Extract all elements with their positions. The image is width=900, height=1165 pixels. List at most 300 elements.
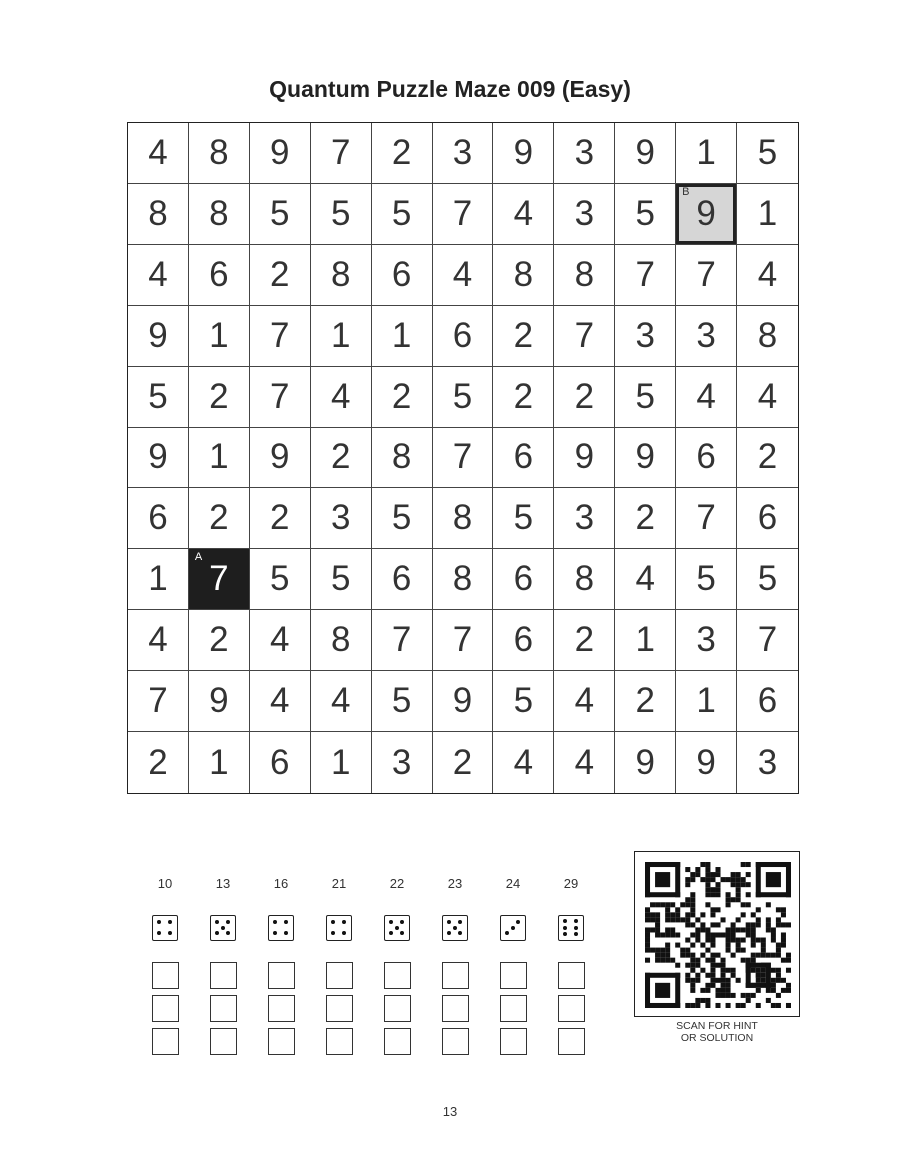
cell-value: 5 bbox=[513, 681, 534, 721]
die-pip bbox=[284, 920, 288, 924]
maze-cell[interactable] bbox=[250, 732, 311, 793]
cell-value: 3 bbox=[635, 315, 655, 355]
maze-cell[interactable] bbox=[737, 367, 798, 428]
answer-box[interactable] bbox=[558, 962, 585, 989]
maze-cell-end[interactable] bbox=[676, 184, 737, 245]
cell-value: 6 bbox=[452, 315, 473, 355]
cell-value: 2 bbox=[330, 437, 351, 477]
maze-cell[interactable] bbox=[554, 428, 615, 489]
maze-cell[interactable] bbox=[493, 367, 554, 428]
maze-cell[interactable] bbox=[493, 488, 554, 549]
die-pip bbox=[157, 931, 161, 935]
cell-value: 3 bbox=[574, 193, 595, 233]
maze-cell[interactable] bbox=[615, 732, 676, 793]
maze-cell[interactable] bbox=[372, 184, 433, 245]
maze-cell[interactable] bbox=[128, 367, 189, 428]
maze-cell[interactable] bbox=[615, 488, 676, 549]
maze-cell[interactable] bbox=[128, 488, 189, 549]
maze-cell[interactable] bbox=[128, 123, 189, 184]
maze-cell[interactable] bbox=[128, 428, 189, 489]
maze-cell[interactable] bbox=[615, 367, 676, 428]
maze-cell[interactable] bbox=[554, 671, 615, 732]
answer-box[interactable] bbox=[384, 995, 411, 1022]
die-pip bbox=[505, 931, 509, 935]
maze-cell[interactable] bbox=[189, 123, 250, 184]
maze-cell[interactable] bbox=[372, 306, 433, 367]
maze-cell[interactable] bbox=[372, 245, 433, 306]
maze-cell[interactable] bbox=[737, 549, 798, 610]
maze-cell[interactable] bbox=[250, 610, 311, 671]
target-sum-label: 16 bbox=[273, 876, 289, 891]
maze-cell[interactable] bbox=[493, 671, 554, 732]
maze-cell[interactable] bbox=[493, 306, 554, 367]
maze-cell[interactable] bbox=[372, 488, 433, 549]
answer-box[interactable] bbox=[152, 1028, 179, 1055]
cell-value: 7 bbox=[330, 132, 351, 172]
cell-value: 2 bbox=[574, 376, 595, 416]
qr-code-icon bbox=[645, 862, 791, 1008]
die-icon bbox=[210, 915, 236, 941]
cell-value: 3 bbox=[330, 498, 351, 538]
maze-cell[interactable] bbox=[372, 123, 433, 184]
die-pip bbox=[215, 920, 219, 924]
die-pip bbox=[574, 919, 578, 923]
maze-cell[interactable] bbox=[615, 671, 676, 732]
cell-value: 7 bbox=[391, 620, 412, 660]
target-sum-label: 13 bbox=[215, 876, 231, 891]
answer-box[interactable] bbox=[442, 995, 469, 1022]
cell-value: 8 bbox=[330, 620, 351, 660]
cell-value: 5 bbox=[757, 559, 778, 599]
maze-cell[interactable] bbox=[128, 732, 189, 793]
maze-grid bbox=[127, 122, 799, 794]
cell-value: 5 bbox=[330, 559, 351, 599]
maze-cell[interactable] bbox=[493, 123, 554, 184]
cell-value: 5 bbox=[635, 193, 655, 233]
cell-value: 7 bbox=[452, 193, 473, 233]
answer-box[interactable] bbox=[210, 1028, 237, 1055]
die-pip bbox=[453, 926, 457, 930]
die-pip bbox=[157, 920, 161, 924]
cell-value: 6 bbox=[391, 559, 412, 599]
cell-value: 7 bbox=[574, 315, 595, 355]
qr-caption-line1: SCAN FOR HINT bbox=[676, 1020, 758, 1032]
maze-cell[interactable] bbox=[311, 671, 372, 732]
cell-value: 1 bbox=[209, 315, 229, 355]
maze-cell[interactable] bbox=[128, 306, 189, 367]
answer-box[interactable] bbox=[558, 1028, 585, 1055]
cell-value: 7 bbox=[757, 620, 778, 660]
die-pip bbox=[511, 926, 515, 930]
maze-cell[interactable] bbox=[433, 367, 494, 428]
maze-cell[interactable] bbox=[189, 671, 250, 732]
maze-cell[interactable] bbox=[676, 123, 737, 184]
cell-value: 2 bbox=[209, 376, 229, 416]
cell-value: 9 bbox=[209, 681, 229, 721]
cell-value: 1 bbox=[635, 620, 655, 660]
cell-value: 4 bbox=[513, 193, 534, 233]
maze-cell[interactable] bbox=[676, 245, 737, 306]
cell-value: 3 bbox=[574, 132, 595, 172]
start-marker: A bbox=[194, 551, 203, 564]
maze-cell[interactable] bbox=[311, 549, 372, 610]
cell-value: 1 bbox=[209, 742, 229, 782]
maze-cell[interactable] bbox=[128, 610, 189, 671]
cell-value: 2 bbox=[513, 376, 534, 416]
die-pip bbox=[574, 932, 578, 936]
cell-value: 8 bbox=[330, 254, 351, 294]
die-pip bbox=[331, 931, 335, 935]
maze-cell[interactable] bbox=[433, 549, 494, 610]
cell-value: 6 bbox=[696, 437, 716, 477]
cell-value: 1 bbox=[757, 193, 778, 233]
die-pip bbox=[273, 931, 277, 935]
target-sum-label: 10 bbox=[157, 876, 173, 891]
maze-cell[interactable] bbox=[554, 488, 615, 549]
cell-value: 1 bbox=[391, 315, 412, 355]
die-icon bbox=[326, 915, 352, 941]
answer-box[interactable] bbox=[326, 995, 353, 1022]
cell-value: 7 bbox=[270, 315, 290, 355]
maze-cell[interactable] bbox=[189, 488, 250, 549]
maze-cell[interactable] bbox=[372, 367, 433, 428]
cell-value: 8 bbox=[757, 315, 778, 355]
target-sum-label: 23 bbox=[447, 876, 463, 891]
die-icon bbox=[268, 915, 294, 941]
maze-cell[interactable] bbox=[554, 184, 615, 245]
target-sum-label: 24 bbox=[505, 876, 521, 891]
maze-cell[interactable] bbox=[128, 245, 189, 306]
cell-value: 4 bbox=[513, 742, 534, 782]
maze-cell[interactable] bbox=[433, 123, 494, 184]
maze-cell[interactable] bbox=[189, 610, 250, 671]
maze-cell[interactable] bbox=[615, 245, 676, 306]
cell-value: 8 bbox=[209, 132, 229, 172]
cell-value: 2 bbox=[209, 620, 229, 660]
cell-value: 5 bbox=[513, 498, 534, 538]
answer-box[interactable] bbox=[326, 962, 353, 989]
maze-cell[interactable] bbox=[311, 428, 372, 489]
answer-box[interactable] bbox=[268, 1028, 295, 1055]
cell-value: 1 bbox=[148, 559, 168, 599]
maze-cell[interactable] bbox=[737, 184, 798, 245]
cell-value: 8 bbox=[148, 193, 168, 233]
die-icon bbox=[500, 915, 526, 941]
maze-cell[interactable] bbox=[189, 732, 250, 793]
cell-value: 4 bbox=[635, 559, 655, 599]
cell-value: 1 bbox=[330, 315, 351, 355]
cell-value: 1 bbox=[209, 437, 229, 477]
cell-value: 6 bbox=[513, 437, 534, 477]
maze-cell[interactable] bbox=[128, 184, 189, 245]
maze-cell[interactable] bbox=[250, 184, 311, 245]
cell-value: 4 bbox=[452, 254, 473, 294]
cell-value: 8 bbox=[452, 559, 473, 599]
maze-cell[interactable] bbox=[554, 732, 615, 793]
maze-cell-start[interactable] bbox=[189, 549, 250, 610]
cell-value: 6 bbox=[391, 254, 412, 294]
die-pip bbox=[226, 931, 230, 935]
cell-value: 4 bbox=[330, 681, 351, 721]
maze-cell[interactable] bbox=[372, 610, 433, 671]
die-pip bbox=[563, 926, 567, 930]
die-pip bbox=[273, 920, 277, 924]
answer-box[interactable] bbox=[152, 995, 179, 1022]
cell-value: 8 bbox=[574, 254, 595, 294]
cell-value: 2 bbox=[148, 742, 168, 782]
qr-code[interactable] bbox=[634, 851, 800, 1017]
cell-value: 4 bbox=[574, 742, 595, 782]
cell-value: 7 bbox=[635, 254, 655, 294]
maze-cell[interactable] bbox=[493, 428, 554, 489]
cell-value: 4 bbox=[574, 681, 595, 721]
cell-value: 2 bbox=[391, 132, 412, 172]
answer-box[interactable] bbox=[384, 1028, 411, 1055]
cell-value: 6 bbox=[757, 681, 778, 721]
cell-value: 9 bbox=[696, 193, 716, 233]
cell-value: 7 bbox=[696, 254, 716, 294]
maze-cell[interactable] bbox=[676, 428, 737, 489]
die-pip bbox=[563, 919, 567, 923]
cell-value: 7 bbox=[452, 620, 473, 660]
die-pip bbox=[342, 931, 346, 935]
maze-cell[interactable] bbox=[189, 245, 250, 306]
die-pip bbox=[226, 920, 230, 924]
cell-value: 2 bbox=[452, 742, 473, 782]
maze-cell[interactable] bbox=[737, 245, 798, 306]
answer-box[interactable] bbox=[152, 962, 179, 989]
maze-cell[interactable] bbox=[311, 610, 372, 671]
die-pip bbox=[395, 926, 399, 930]
cell-value: 9 bbox=[635, 132, 655, 172]
die-icon bbox=[152, 915, 178, 941]
maze-cell[interactable] bbox=[615, 306, 676, 367]
cell-value: 9 bbox=[148, 437, 168, 477]
maze-cell[interactable] bbox=[737, 428, 798, 489]
cell-value: 7 bbox=[209, 559, 229, 599]
die-pip bbox=[574, 926, 578, 930]
die-pip bbox=[331, 920, 335, 924]
cell-value: 9 bbox=[696, 742, 716, 782]
answer-box[interactable] bbox=[500, 995, 527, 1022]
cell-value: 3 bbox=[696, 620, 716, 660]
die-pip bbox=[389, 931, 393, 935]
maze-cell[interactable] bbox=[433, 428, 494, 489]
cell-value: 5 bbox=[391, 193, 412, 233]
die-pip bbox=[563, 932, 567, 936]
cell-value: 4 bbox=[270, 620, 290, 660]
maze-cell[interactable] bbox=[189, 367, 250, 428]
maze-cell[interactable] bbox=[615, 184, 676, 245]
maze-cell[interactable] bbox=[311, 367, 372, 428]
die-pip bbox=[447, 920, 451, 924]
cell-value: 8 bbox=[452, 498, 473, 538]
maze-cell[interactable] bbox=[615, 549, 676, 610]
cell-value: 4 bbox=[757, 376, 778, 416]
die-pip bbox=[447, 931, 451, 935]
maze-cell[interactable] bbox=[250, 367, 311, 428]
answer-box[interactable] bbox=[442, 962, 469, 989]
cell-value: 5 bbox=[270, 193, 290, 233]
maze-cell[interactable] bbox=[189, 306, 250, 367]
maze-cell[interactable] bbox=[676, 367, 737, 428]
cell-value: 5 bbox=[148, 376, 168, 416]
maze-cell[interactable] bbox=[189, 184, 250, 245]
cell-value: 8 bbox=[574, 559, 595, 599]
cell-value: 6 bbox=[148, 498, 168, 538]
maze-cell[interactable] bbox=[493, 549, 554, 610]
die-icon bbox=[558, 915, 584, 941]
maze-cell[interactable] bbox=[676, 610, 737, 671]
maze-cell[interactable] bbox=[737, 732, 798, 793]
die-pip bbox=[516, 920, 520, 924]
maze-cell[interactable] bbox=[676, 549, 737, 610]
die-pip bbox=[400, 920, 404, 924]
maze-cell[interactable] bbox=[372, 428, 433, 489]
answer-box[interactable] bbox=[326, 1028, 353, 1055]
maze-cell[interactable] bbox=[737, 488, 798, 549]
maze-cell[interactable] bbox=[433, 184, 494, 245]
answer-box[interactable] bbox=[558, 995, 585, 1022]
die-pip bbox=[221, 926, 225, 930]
answer-box[interactable] bbox=[210, 962, 237, 989]
target-sum-label: 21 bbox=[331, 876, 347, 891]
maze-cell[interactable] bbox=[311, 488, 372, 549]
maze-cell[interactable] bbox=[554, 306, 615, 367]
cell-value: 1 bbox=[696, 132, 716, 172]
cell-value: 4 bbox=[148, 132, 168, 172]
cell-value: 2 bbox=[270, 498, 290, 538]
maze-cell[interactable] bbox=[372, 732, 433, 793]
maze-cell[interactable] bbox=[433, 306, 494, 367]
page-number: 13 bbox=[442, 1104, 458, 1119]
maze-cell[interactable] bbox=[250, 671, 311, 732]
cell-value: 4 bbox=[270, 681, 290, 721]
maze-cell[interactable] bbox=[554, 367, 615, 428]
cell-value: 7 bbox=[148, 681, 168, 721]
cell-value: 4 bbox=[148, 620, 168, 660]
maze-cell[interactable] bbox=[615, 123, 676, 184]
cell-value: 2 bbox=[635, 681, 655, 721]
maze-cell[interactable] bbox=[554, 610, 615, 671]
maze-cell[interactable] bbox=[433, 610, 494, 671]
maze-cell[interactable] bbox=[311, 732, 372, 793]
maze-cell[interactable] bbox=[737, 123, 798, 184]
cell-value: 4 bbox=[148, 254, 168, 294]
maze-cell[interactable] bbox=[737, 671, 798, 732]
cell-value: 1 bbox=[330, 742, 351, 782]
maze-cell[interactable] bbox=[250, 306, 311, 367]
answer-box[interactable] bbox=[442, 1028, 469, 1055]
cell-value: 2 bbox=[513, 315, 534, 355]
maze-cell[interactable] bbox=[737, 306, 798, 367]
answer-box[interactable] bbox=[210, 995, 237, 1022]
maze-cell[interactable] bbox=[311, 306, 372, 367]
cell-value: 2 bbox=[391, 376, 412, 416]
maze-cell[interactable] bbox=[676, 306, 737, 367]
maze-cell[interactable] bbox=[676, 671, 737, 732]
maze-cell[interactable] bbox=[615, 428, 676, 489]
maze-cell[interactable] bbox=[311, 245, 372, 306]
maze-cell[interactable] bbox=[250, 488, 311, 549]
cell-value: 5 bbox=[452, 376, 473, 416]
maze-cell[interactable] bbox=[433, 671, 494, 732]
answer-box[interactable] bbox=[500, 962, 527, 989]
maze-cell[interactable] bbox=[737, 610, 798, 671]
cell-value: 8 bbox=[209, 193, 229, 233]
maze-cell[interactable] bbox=[250, 123, 311, 184]
cell-value: 9 bbox=[270, 437, 290, 477]
maze-cell[interactable] bbox=[554, 245, 615, 306]
maze-cell[interactable] bbox=[433, 732, 494, 793]
maze-cell[interactable] bbox=[493, 732, 554, 793]
maze-cell[interactable] bbox=[311, 123, 372, 184]
die-pip bbox=[215, 931, 219, 935]
cell-value: 3 bbox=[757, 742, 778, 782]
maze-cell[interactable] bbox=[493, 184, 554, 245]
die-icon bbox=[384, 915, 410, 941]
maze-cell[interactable] bbox=[433, 245, 494, 306]
maze-cell[interactable] bbox=[554, 123, 615, 184]
cell-value: 3 bbox=[391, 742, 412, 782]
maze-cell[interactable] bbox=[250, 549, 311, 610]
maze-cell[interactable] bbox=[372, 671, 433, 732]
cell-value: 2 bbox=[209, 498, 229, 538]
maze-cell[interactable] bbox=[554, 549, 615, 610]
cell-value: 2 bbox=[574, 620, 595, 660]
cell-value: 9 bbox=[635, 437, 655, 477]
maze-cell[interactable] bbox=[250, 428, 311, 489]
qr-caption bbox=[634, 1020, 800, 1044]
answer-box[interactable] bbox=[500, 1028, 527, 1055]
cell-value: 4 bbox=[696, 376, 716, 416]
qr-caption-line2: OR SOLUTION bbox=[680, 1032, 754, 1044]
cell-value: 5 bbox=[330, 193, 351, 233]
cell-value: 5 bbox=[757, 132, 778, 172]
die-icon bbox=[442, 915, 468, 941]
maze-cell[interactable] bbox=[128, 549, 189, 610]
maze-cell[interactable] bbox=[433, 488, 494, 549]
maze-cell[interactable] bbox=[128, 671, 189, 732]
maze-cell[interactable] bbox=[493, 245, 554, 306]
maze-cell[interactable] bbox=[250, 245, 311, 306]
maze-cell[interactable] bbox=[372, 549, 433, 610]
answer-box[interactable] bbox=[384, 962, 411, 989]
answer-box[interactable] bbox=[268, 962, 295, 989]
cell-value: 9 bbox=[452, 681, 473, 721]
cell-value: 7 bbox=[452, 437, 473, 477]
cell-value: 8 bbox=[391, 437, 412, 477]
cell-value: 5 bbox=[270, 559, 290, 599]
cell-value: 5 bbox=[391, 498, 412, 538]
cell-value: 9 bbox=[148, 315, 168, 355]
cell-value: 5 bbox=[696, 559, 716, 599]
maze-cell[interactable] bbox=[189, 428, 250, 489]
maze-cell[interactable] bbox=[676, 488, 737, 549]
maze-cell[interactable] bbox=[676, 732, 737, 793]
maze-cell[interactable] bbox=[615, 610, 676, 671]
maze-cell[interactable] bbox=[311, 184, 372, 245]
cell-value: 4 bbox=[757, 254, 778, 294]
cell-value: 9 bbox=[574, 437, 595, 477]
die-pip bbox=[458, 931, 462, 935]
cell-value: 1 bbox=[696, 681, 716, 721]
maze-cell[interactable] bbox=[493, 610, 554, 671]
die-pip bbox=[458, 920, 462, 924]
cell-value: 3 bbox=[452, 132, 473, 172]
answer-box[interactable] bbox=[268, 995, 295, 1022]
cell-value: 3 bbox=[696, 315, 716, 355]
